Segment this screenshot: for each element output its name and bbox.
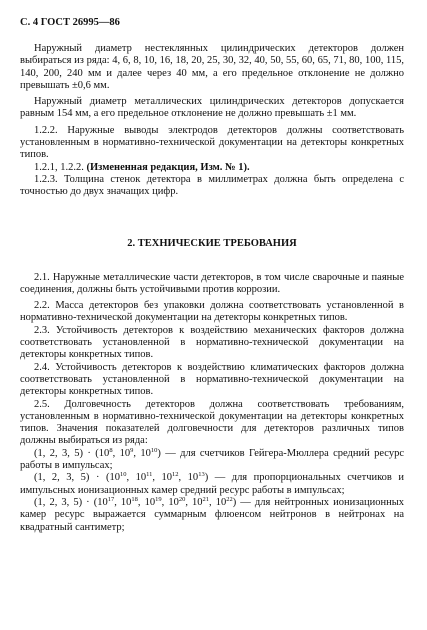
exponent: 10 [150,446,158,454]
exponent: 20 [178,495,186,503]
exponent: 10 [119,471,127,479]
paragraph-1-2-2: 1.2.2. Наружные выводы электродов детекторов должны соответствовать установленным в нормативно-технической документации на детекторы конкретных типов. [20,124,404,161]
exponent: 21 [202,495,210,503]
exponent: 8 [109,446,113,454]
amendment-note: (Измененная редакция, Изм. № 1). [86,161,250,173]
series-neutron-chambers: (1, 2, 3, $5) \cdot (10^{17}$, $10^{18}$, $10^{19}$, $10^{20}$, $10^{21}$, $10^{22}$) — для нейтронных ионизационных камер ресурс выражается суммарным флюенсом нейтронов в нейтронах на квадратный сантиметр; [20,495,405,533]
series-description: — для пропорциональных счетчиков и импульсных ионизационных камер средний ресурс работы в импульсах; [20,472,405,496]
section-title: 2. ТЕХНИЧЕСКИЕ ТРЕБОВАНИЯ [127,237,297,249]
series-prefix: (1, 2, 3, 5) · (10 [34,496,108,508]
amendment-prefix: 1.2.1, 1.2.2. [34,161,87,173]
series-prefix: (1, 2, 3, 5) · (10 [34,472,120,484]
paragraph-outer-diameter-metal: Наружный диаметр металлических цилиндрических детекторов допускается равным 154 мм, а его предельное отклонение не должно превышать ±1 мм. [20,96,404,120]
series-proportional-counters: (1, 2, 3, $5) \cdot (10^{10}$, $10^{11}$, $10^{12}$, $10^{13}$) — для пропорциональных счетчиков и импульсных ионизационных камер средний ресурс работы в импульсах; [20,471,405,496]
exponent: 12 [172,471,179,479]
paragraph-amendment [20,162,404,174]
paragraph-1-2-3: 1.2.3. Толщина стенок детектора в миллиметрах должна быть определена с точностью до двух значащих цифр. [20,173,404,198]
series-description: — для счетчиков Гейгера-Мюллера средний ресурс работы в импульсах; [20,447,404,472]
paragraph-2-5: 2.5. Долговечность детекторов должна соответствовать требованиям, установленным в нормативно-технической документации на детекторы конкретных типов. Значения показателей долговечности для детекторов различных типов должны выбираться из ряда: [20,398,404,447]
exponent: 11 [146,471,153,479]
paragraph-2-4: 2.4. Устойчивость детекторов к воздействию климатических факторов должна соответствовать установленной в нормативно-технической документации на детекторы конкретных типов. [20,361,404,398]
document-page [20,16,404,534]
exponent: 13 [198,471,205,479]
series-description: — для нейтронных ионизационных камер ресурс выражается суммарным флюенсом нейтронов в нейтронах на квадратный сантиметр; [20,496,405,533]
series-geiger-muller: (1, 2, 3, $5) \cdot (10^8$, $10^9$, $10^{10}$) — для счетчиков Гейгера-Мюллера средний ресурс работы в импульсах; [20,446,404,472]
series-prefix: (1, 2, 3, 5) · (10 [34,447,110,459]
exponent: 9 [130,446,134,454]
exponent: 22 [226,495,233,503]
paragraph-outer-diameter-nonglass: Наружный диаметр нестеклянных цилиндрических детекторов должен выбираться из ряда: 4, 6, 8, 10, 16, 18, 20, 25, 30, 32, 40, 50, 55, 60, 65, 71, 80, 100, 115, 140, 200, 240 мм и далее через 40 мм, а его предельное отклонение не должно превышать ±0,6 мм. [20,43,404,91]
exponent: 17 [107,495,115,503]
exponent: 18 [131,495,138,503]
paragraph-2-3: 2.3. Устойчивость детекторов к воздействию механических факторов должна соответствовать установленной в нормативно-технической документации на детекторы конкретных типов. [20,324,404,361]
exponent: 19 [155,495,162,503]
paragraph-2-2: 2.2. Масса детекторов без упаковки должна соответствовать установленной в нормативно-технической документации на детекторы конкретных типов. [20,300,404,324]
paragraph-2-1: 2.1. Наружные металлические части детекторов, в том числе сварочные и паяные соединения, должны быть устойчивыми против коррозии. [20,271,404,295]
page-header: С. 4 ГОСТ 26995—86 [20,17,120,28]
